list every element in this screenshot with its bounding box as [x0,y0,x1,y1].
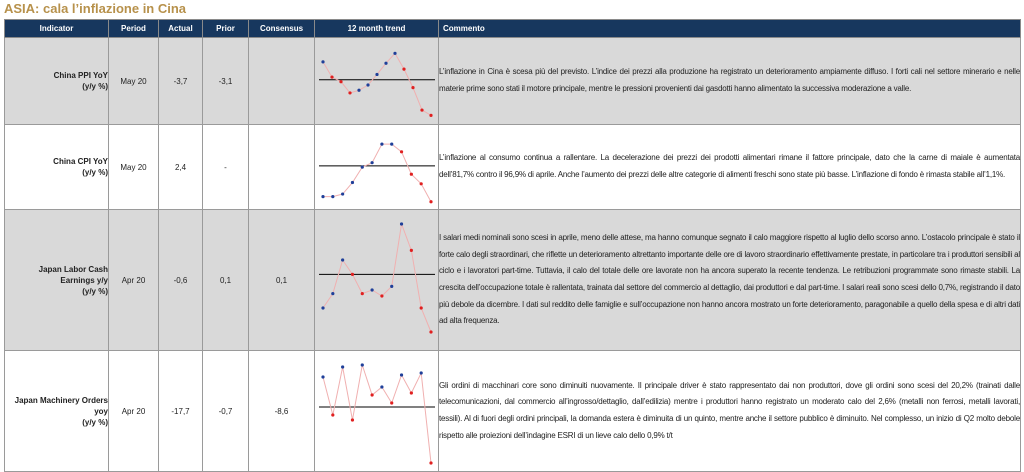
trend-point [331,292,334,295]
trend-point [393,52,396,55]
trend-point [370,288,373,291]
trend-point [375,73,378,76]
trend-point [411,86,414,89]
prior-cell: -3,1 [203,38,249,125]
indicator-name: Japan Labor Cash Earnings y/y [38,264,108,285]
actual-cell: 2,4 [159,125,203,210]
trend-line [323,53,431,115]
prior-cell: - [203,125,249,210]
trend-point [400,373,403,376]
trend-cell [315,351,439,472]
header-actual: Actual [159,20,203,38]
indicator-cell [5,125,109,210]
trend-line [323,144,431,202]
header-consensus: Consensus [249,20,315,38]
indicator-cell [5,351,109,472]
trend-point [400,222,403,225]
trend-line [323,365,431,463]
trend-point [341,365,344,368]
trend-point [420,108,423,111]
trend-point [420,306,423,309]
trend-point [331,413,334,416]
trend-point [348,91,351,94]
comment-cell: I salari medi nominali sono scesi in aprile, meno delle attese, ma hanno comunque segnato il calo maggiore rispetto al luglio dello scorso anno. L’ostacolo principale è stato il forte calo degli straordinari, che riflette un deterioramento altrettanto importante delle ore di lavoro straordinario effettivamente prestate, in particolare tra i produttori sensibili al ciclo e i lavoratori part-time. Tuttavia, il calo del totale delle ore lavorate non ha ancora superato la recente tendenza. Le retribuzioni programmate sono rimaste stabili. La crescita dell’occupazione totale è rallentata, trainata dal settore del commercio al dettaglio, dai produttori e dal part-time. I salari reali sono scesi dello 0,7%, registrando il dato più debole da dicembre. I dati sul reddito delle famiglie e sull’occupazione non hanno ancora mostrato un forte deterioramento, paragonabile a quello della spesa e di altri dati ad alta frequenza. [439,210,1021,351]
header-indicator: Indicator [5,20,109,38]
trend-point [341,192,344,195]
header-comment: Commento [439,20,1021,38]
indicator-unit: (y/y %) [82,286,108,296]
trend-point [351,273,354,276]
trend-point [420,371,423,374]
table-row [5,351,1021,472]
trend-point [370,393,373,396]
indicator-name: China CPI YoY [53,157,108,166]
trend-point [384,62,387,65]
trend-point [321,306,324,309]
header-trend: 12 month trend [315,20,439,38]
header-period: Period [109,20,159,38]
consensus-cell: -8,6 [249,351,315,472]
trend-point [361,363,364,366]
consensus-cell [249,125,315,210]
indicator-name: Japan Machinery Orders yoy [14,395,108,416]
header-prior: Prior [203,20,249,38]
page-title: ASIA: cala l’inflazione in Cina [4,1,187,16]
trend-line [323,224,431,332]
comment-cell: L’inflazione al consumo continua a rallentare. La decelerazione dei prezzi dei prodotti alimentari rimane il fattore principale, dato che la carne di maiale è aumentata dell’81,7% contro il 96,9% di aprile. Anche l’aumento dei prezzi delle altre categorie di alimenti freschi sono state più basse. L’inflazione di fondo è rimasta stabile all’1,1%. [439,125,1021,210]
trend-point [339,80,342,83]
trend-point [361,292,364,295]
trend-point [380,143,383,146]
indicator-cell [5,38,109,125]
prior-cell: -0,7 [203,351,249,472]
trend-sparkline [315,210,439,350]
trend-point [361,166,364,169]
macro-table [4,19,1021,472]
actual-cell: -0,6 [159,210,203,351]
table-row [5,210,1021,351]
trend-point [380,294,383,297]
trend-point [370,161,373,164]
trend-point [390,285,393,288]
prior-cell: 0,1 [203,210,249,351]
trend-point [351,181,354,184]
table-row [5,125,1021,210]
trend-point [410,249,413,252]
period-cell: Apr 20 [109,210,159,351]
trend-point [400,150,403,153]
indicator-unit: (y/y %) [82,417,108,427]
trend-sparkline [315,351,439,471]
indicator-unit: (y/y %) [82,82,108,91]
actual-cell: -3,7 [159,38,203,125]
trend-point [366,83,369,86]
actual-cell: -17,7 [159,351,203,472]
trend-point [321,375,324,378]
trend-sparkline [315,38,439,124]
trend-point [429,200,432,203]
trend-point [420,182,423,185]
period-cell: May 20 [109,125,159,210]
comment-cell: L’inflazione in Cina è scesa più del previsto. L’indice dei prezzi alla produzione ha registrato un deterioramento ampiamente diffuso. I forti cali nel settore minerario e nelle materie prime sono stati il motore principale, mentre le pressioni provenienti dai gasdotti hanno alimentato la successiva moderazione a valle. [439,38,1021,125]
trend-point [321,60,324,63]
consensus-cell [249,38,315,125]
trend-point [410,391,413,394]
trend-point [331,195,334,198]
indicator-name: China PPI YoY [53,71,108,80]
indicator-cell [5,210,109,351]
trend-point [351,418,354,421]
trend-point [429,330,432,333]
trend-point [402,68,405,71]
trend-cell [315,125,439,210]
indicator-unit: (y/y %) [82,168,108,177]
consensus-cell: 0,1 [249,210,315,351]
trend-cell [315,38,439,125]
period-cell: Apr 20 [109,351,159,472]
trend-point [321,195,324,198]
trend-point [410,173,413,176]
trend-point [429,114,432,117]
header-row [5,20,1021,38]
trend-point [429,461,432,464]
period-cell: May 20 [109,38,159,125]
trend-point [390,143,393,146]
comment-cell: Gli ordini di macchinari core sono diminuiti nuovamente. Il principale driver è stato rappresentato dai non produttori, dove gli ordini sono scesi del 20,2% (trainati dalle telecomunicazioni, dal commercio all’ingrosso/dettaglio, dall’edilizia) mentre i produttori hanno registrato un moderato calo del 2,6% (metalli non ferrosi, metalli lavorati, tessili). Al di fuori degli ordini principali, la domanda estera è diminuita di un quinto, mentre anche il settore pubblico è diminuito. Nel complesso, un inizio di Q2 molto debole rispetto alle proiezioni dell’indagine ESRI di un lieve calo dello 0,9% t/t [439,351,1021,472]
trend-cell [315,210,439,351]
trend-point [357,89,360,92]
table-row [5,38,1021,125]
trend-point [341,258,344,261]
trend-sparkline [315,125,439,209]
trend-point [330,75,333,78]
trend-point [390,401,393,404]
trend-point [380,385,383,388]
